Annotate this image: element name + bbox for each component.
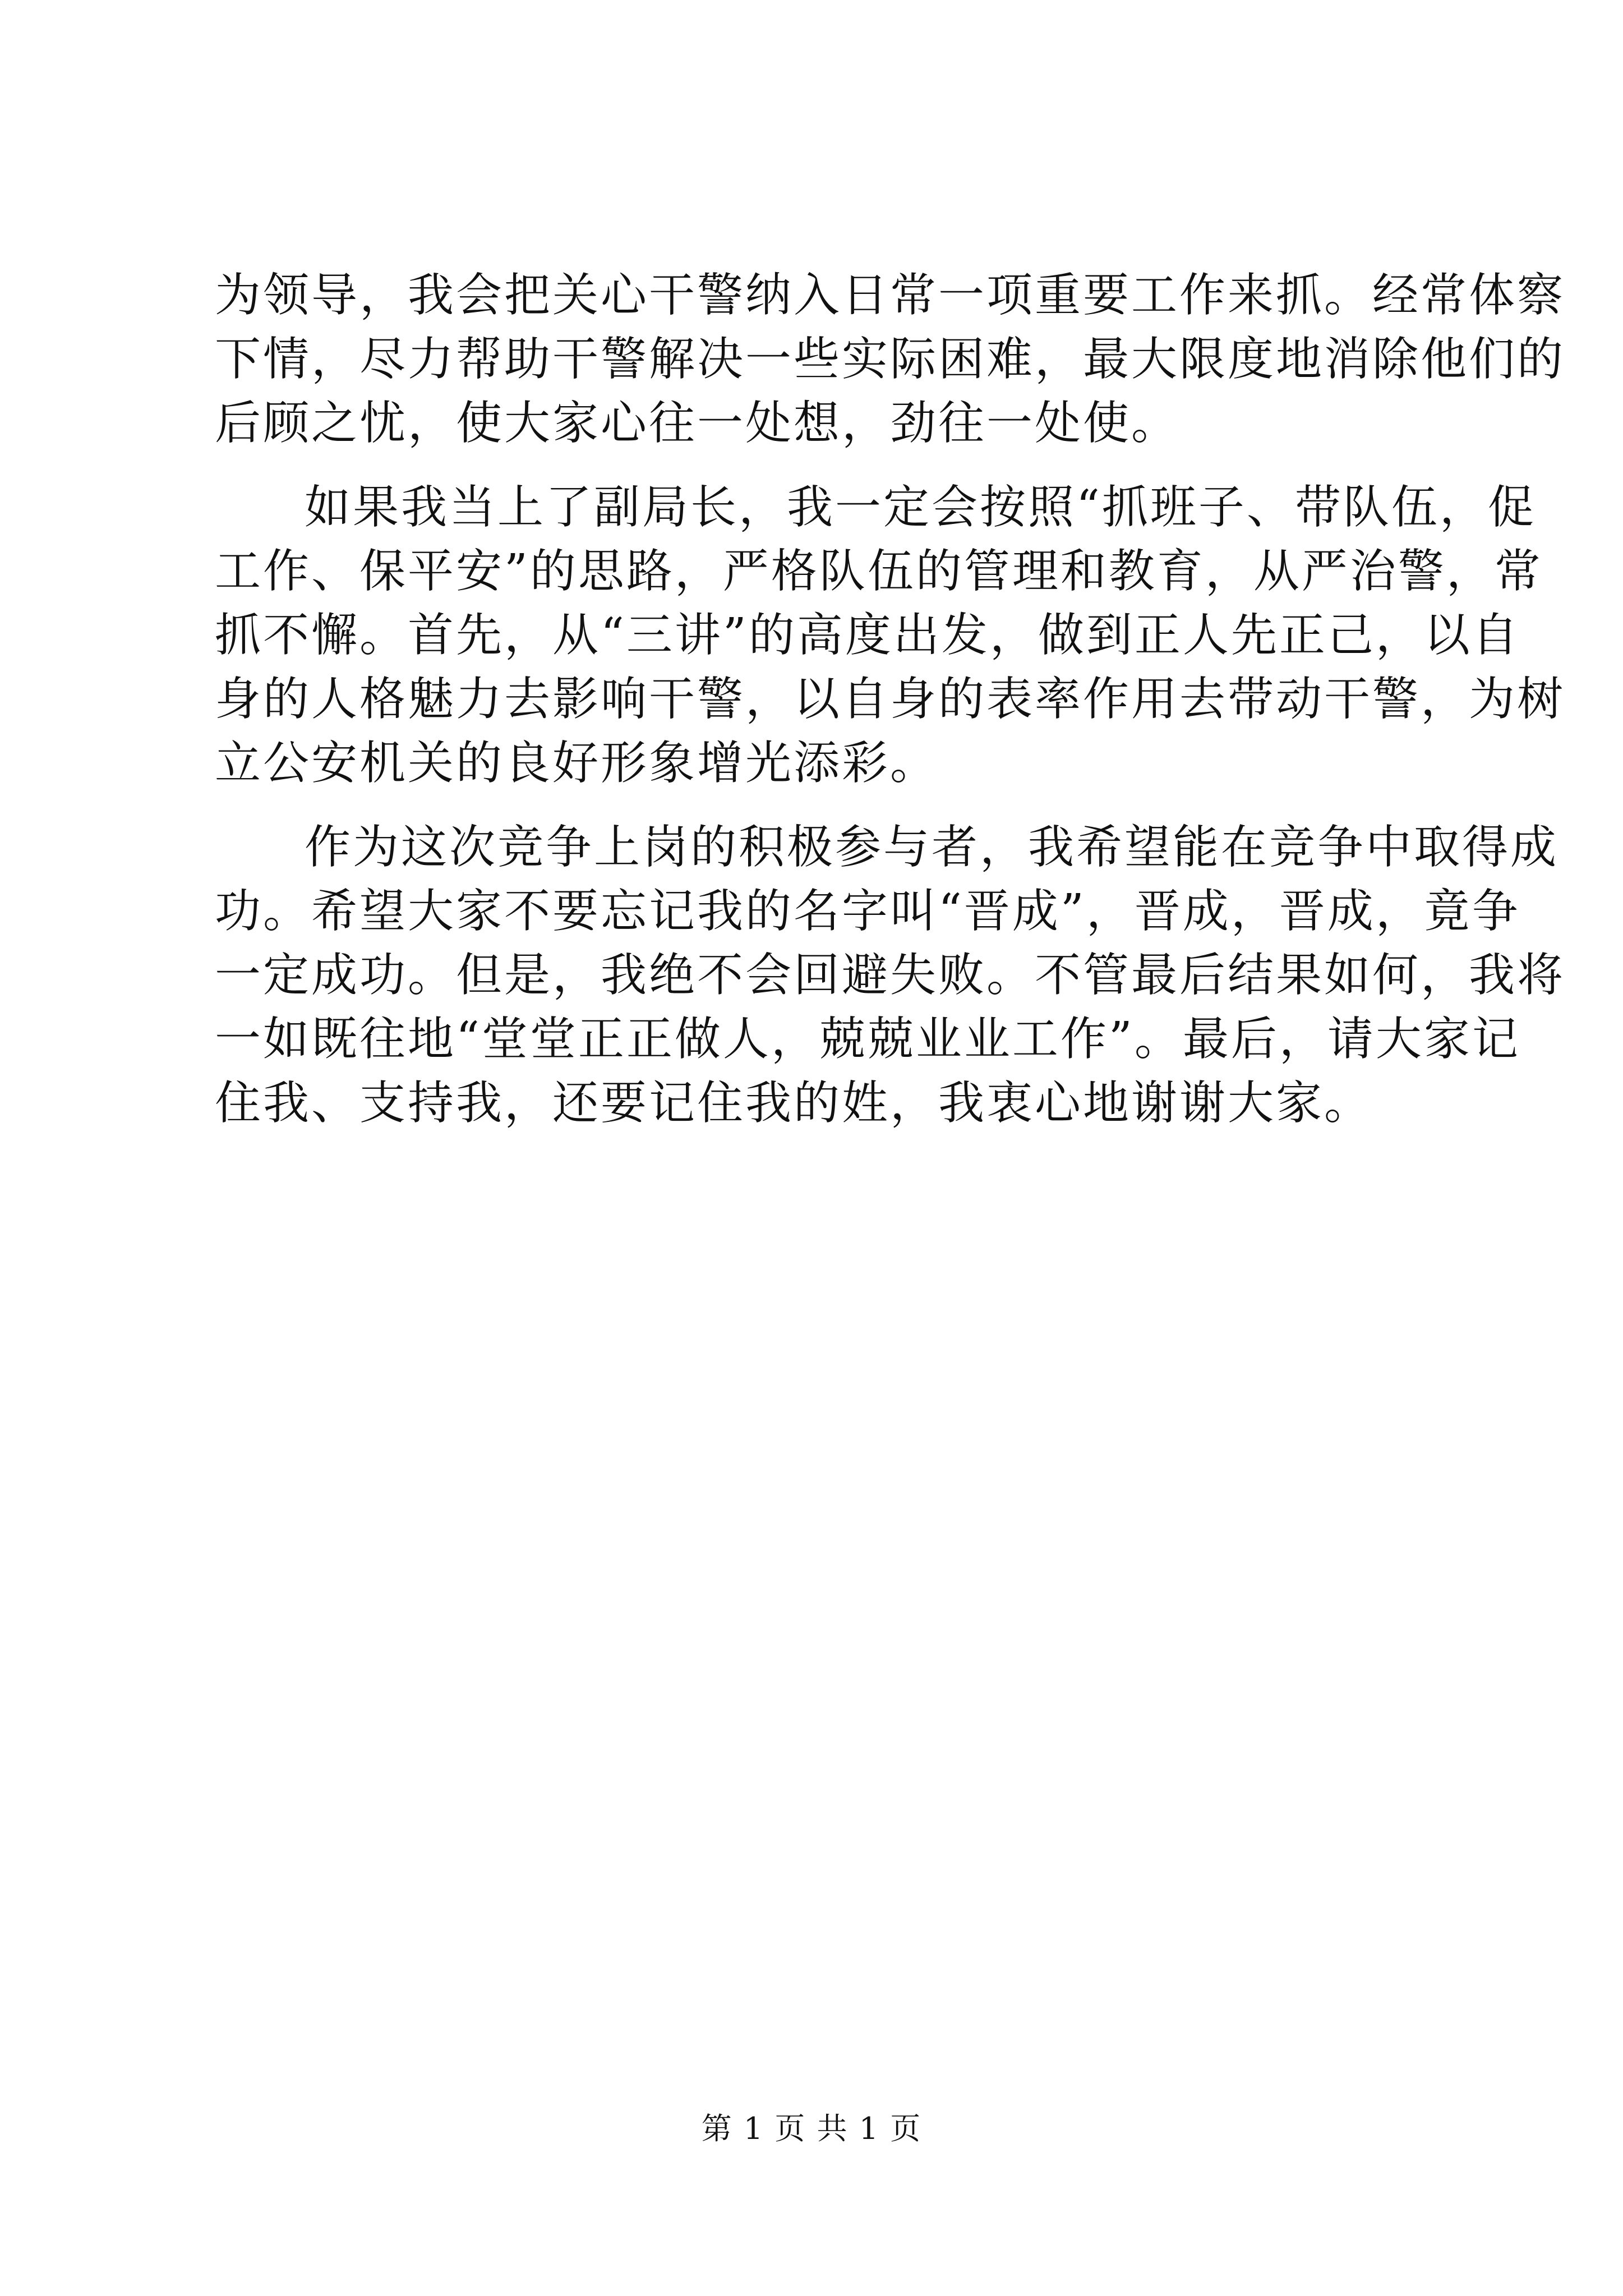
paragraph-line: 如果我当上了副局长，我一定会按照“抓班子、带队伍，促 — [305, 481, 1536, 534]
paragraph-line: 功。希望大家不要忘记我的名字叫“晋成”，晋成，晋成，竟争 — [215, 885, 1520, 938]
paragraph-line: 一如既往地“堂堂正正做人，兢兢业业工作”。最后，请大家记 — [215, 1013, 1520, 1066]
paragraph-line: 抓不懈。首先，从“三讲”的高度出发，做到正人先正己，以自 — [215, 609, 1520, 662]
paragraph-1 — [215, 264, 1566, 455]
paragraph-spacer — [215, 455, 1415, 476]
paragraph-line: 一定成功。但是，我绝不会回避失败。不管最后结果如何，我将 — [215, 949, 1566, 1002]
paragraph-line: 为领导，我会把关心干警纳入日常一项重要工作来抓。经常体察 — [215, 269, 1566, 322]
paragraph-2 — [215, 476, 1566, 795]
paragraph-line: 后顾之忧，使大家心往一处想，劲往一处使。 — [215, 397, 1180, 450]
paragraph-3 — [215, 816, 1566, 1135]
paragraph-line: 身的人格魅力去影响干警，以自身的表率作用去带动干警，为树 — [215, 673, 1566, 726]
paragraph-line: 工作、保平安”的思路，严格队伍的管理和教育，从严治警，常 — [215, 545, 1543, 598]
paragraph-line: 立公安机关的良好形象增光添彩。 — [215, 737, 939, 790]
page-number-footer: 第 1 页 共 1 页 — [701, 2111, 922, 2146]
paragraph-line: 下情，尽力帮助干警解决一些实际困难，最大限度地消除他们的 — [215, 333, 1566, 386]
paragraph-line: 作为这次竞争上岗的积极参与者，我希望能在竞争中取得成 — [305, 821, 1559, 874]
document-body — [215, 264, 1566, 1135]
paragraph-spacer — [215, 795, 1415, 816]
paragraph-line: 住我、支持我，还要记住我的姓，我衷心地谢谢大家。 — [215, 1076, 1373, 1130]
